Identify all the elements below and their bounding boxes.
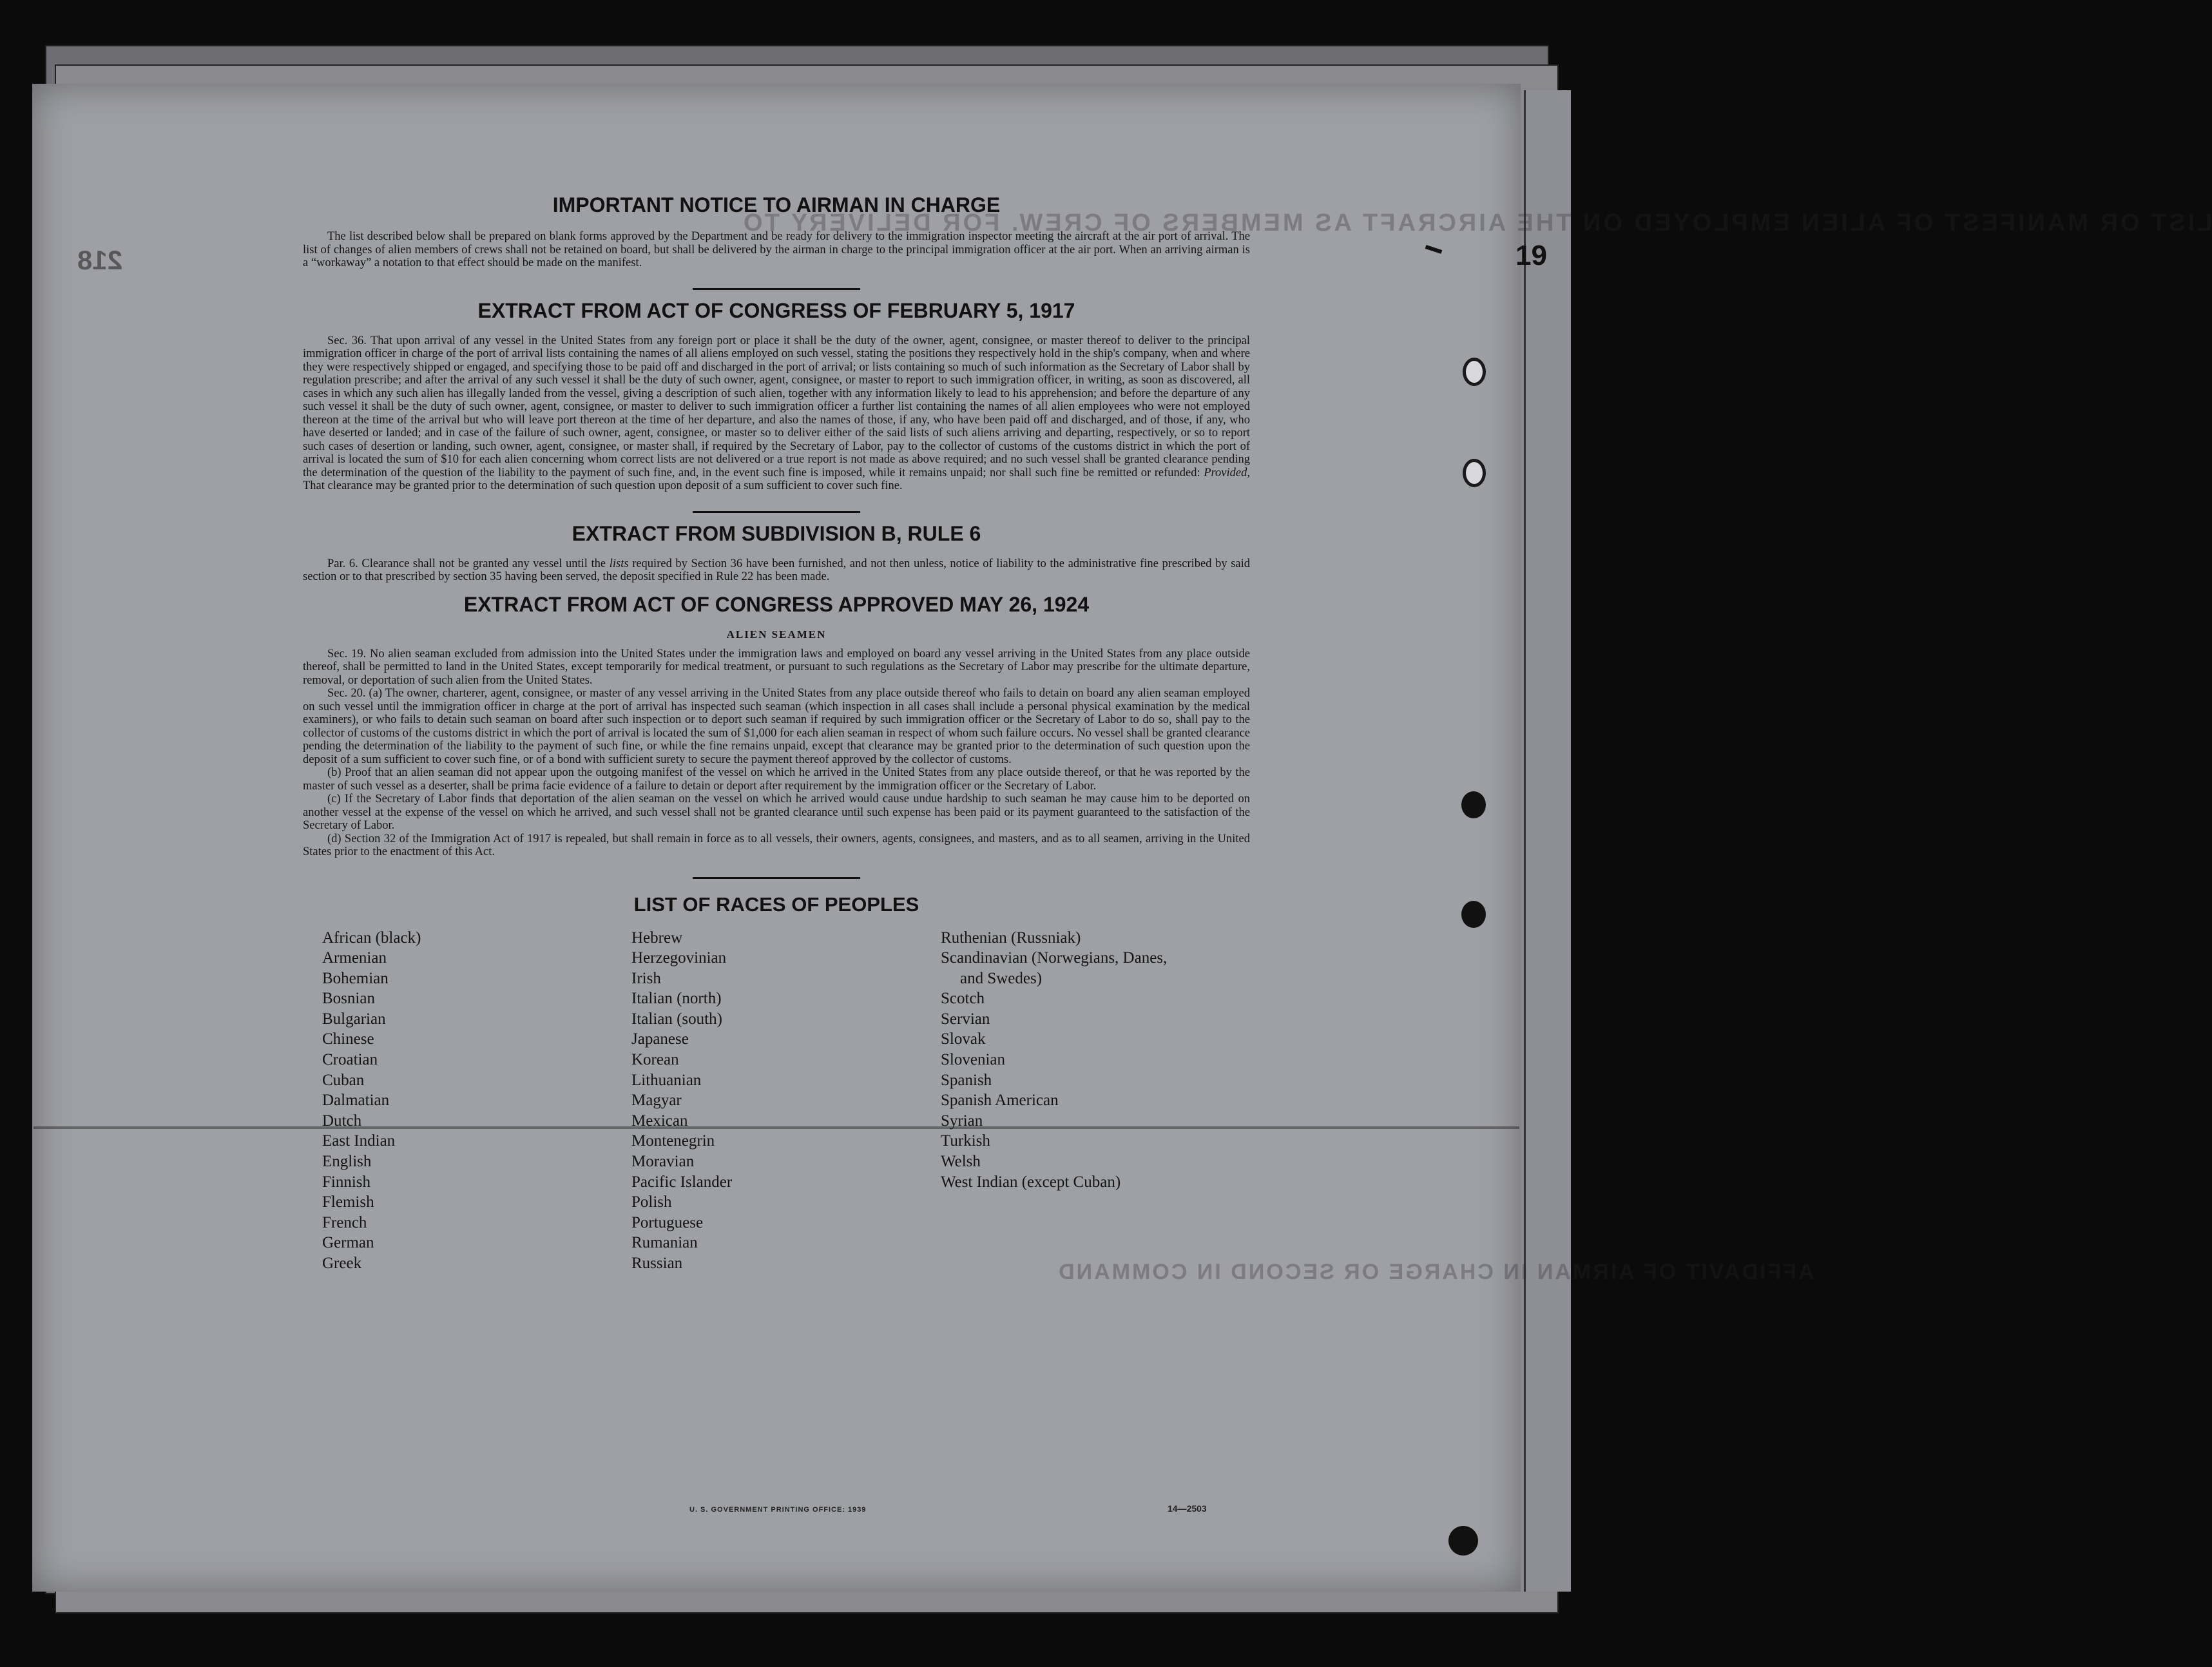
sec-36-body: That upon arrival of any vessel in the United States from any foreign port or place it shall be the duty of the owner, agent, consignee, or master thereof to deliver to the principal immigration officer in charge of the port of arrival lists containing the names of all aliens employed on such vessel, stating the positions they respectively hold in the ship's company, when and where they were respectively shipped or engaged, and specifying those to be paid off and discharged in the port of arrival; or lists containing so much of such information as the Secretary of Labor shall by regulation prescribe; and after the arrival of any such vessel it shall be the duty of such owner, agent, consignee, or master to report to such immigration officer, in writing, as soon as discovered, all cases in which any such alien has illegally landed from the vessel, giving a description of such alien, together with any information likely to lead to his apprehension; and before the departure of any such vessel it shall be the duty of such owner, agent, consignee, or master to deliver to such immigration officer a further list containing the names of all alien employees who were not employed thereon at the time of the arrival but who will leave port thereon at the time of her departure, and also the names of those, if any, who have been paid off and discharged, and of those, if any, who have deserted or landed; and in case of the failure of such owner, agent, consignee, or master so to deliver either of the said lists of such aliens arriving and departing, respectively, or so to report such cases of desertion or landing, such owner, agent, consignee, or master shall, if required by the Secretary of Labor, pay to the collector of customs of the customs district in which the port of arrival is located the sum of $10 for each alien concerning whom correct lists are not delivered or a true report is not made as above required; and no such vessel shall be granted clearance pending the determination of the question of the liability to the payment of such fine, and, in the event such fine is imposed, while it remains unpaid; nor shall such fine be remitted or refunded: <box>303 334 1250 479</box>
divider <box>693 877 860 879</box>
printer-imprint: U. S. GOVERNMENT PRINTING OFFICE: 1939 <box>689 1506 867 1514</box>
race-item: English <box>322 1153 372 1171</box>
race-item: Bulgarian <box>322 1010 386 1028</box>
race-item: Lithuanian <box>631 1071 702 1089</box>
sec-20a-text <box>303 687 1250 766</box>
race-item: French <box>322 1213 367 1231</box>
act-1917-title: EXTRACT FROM ACT OF CONGRESS OF FEBRUARY 5, 1917 <box>477 298 1075 322</box>
races-list <box>303 928 1250 1272</box>
race-item: Scotch <box>941 990 985 1008</box>
race-item: African (black) <box>322 929 421 947</box>
races-column-3 <box>941 928 1167 1193</box>
race-item: Japanese <box>631 1030 689 1048</box>
race-item: Slovenian <box>941 1051 1005 1069</box>
race-item: Spanish <box>941 1071 992 1089</box>
race-item: Bosnian <box>322 990 375 1008</box>
race-item: Pacific Islander <box>631 1173 733 1191</box>
underlying-sheet-edge <box>1524 90 1571 1592</box>
sec-20d-text: (d) Section 32 of the Immigration Act of 1917 is repealed, but shall remain in force as to all vessels, their owners, agents, consignees, and masters, and as to all seamen, arriving in the United States prior to the enactment of this Act. <box>303 832 1250 858</box>
punch-hole <box>1463 358 1486 386</box>
sec-36-label: Sec. 36. <box>327 334 367 347</box>
margin-number-left: 218 <box>77 245 123 275</box>
act-1924-title: EXTRACT FROM ACT OF CONGRESS APPROVED MAY 26, 1924 <box>463 592 1090 616</box>
bleed-through-header: LIST OR MANIFEST OF ALIEN EMPLOYED ON THE AIRCRAFT AS MEMBERS OF CREW. FOR DELIVERY TO <box>741 209 2212 236</box>
race-item: Russian <box>631 1255 683 1272</box>
race-item: Herzegovinian <box>631 949 727 967</box>
race-item: Welsh <box>941 1153 981 1171</box>
race-item: Hebrew <box>631 929 683 947</box>
sec-19-text <box>303 648 1250 688</box>
lists-word: lists <box>609 557 629 570</box>
alien-seamen-subtitle: ALIEN SEAMEN <box>726 628 827 641</box>
sec-20b-text: (b) Proof that an alien seaman did not appear upon the outgoing manifest of the vessel on which he arrived in the United States from any place outside thereof, or that he was reported by the master of such vessel as a deserter, shall be prima facie evidence of a failure to detain or deport after requirement by the immigration officer or the Secretary of Labor. <box>303 766 1250 793</box>
par-6-text-a: Par. 6. Clearance shall not be granted any vessel until the <box>327 557 606 570</box>
race-item: Mexican <box>631 1112 688 1130</box>
race-item: Finnish <box>322 1173 371 1191</box>
race-item: Dutch <box>322 1112 362 1130</box>
sec-36-text <box>303 334 1250 493</box>
form-number: 14—2503 <box>1168 1503 1207 1514</box>
notice-title: IMPORTANT NOTICE TO AIRMAN IN CHARGE <box>552 193 1001 217</box>
sec-19-body: No alien seaman excluded from admission into the United States under the immigration laws and employed on board any vessel arriving in the United States from any place outside thereof, shall be permitted to land in the United States, except temporarily for medical treatment, or pursuant to such regulations as the Secretary of Labor may prescribe for the ultimate departure, removal, or deportation of such alien from the United States. <box>303 647 1251 687</box>
par-6-text-b: required by Section 36 have been furnished, and not then unless, notice of liability to the administrative fine prescribed by said section or to that prescribed by section 35 having been served, the deposit specified in Rule 22 has been made. <box>303 557 1251 583</box>
sec-20c-text: (c) If the Secretary of Labor finds that deportation of the alien seaman on the vessel on which he arrived would cause undue hardship to such seaman he may cause him to be deported on another vessel at the expense of the vessel on which he arrived, and such vessel shall not be granted clearance until such expense has been paid or its payment guaranteed to the satisfaction of the Secretary of Labor. <box>303 793 1250 832</box>
race-item: Italian (north) <box>631 990 722 1008</box>
race-item: Syrian <box>941 1112 983 1130</box>
race-item: Rumanian <box>631 1234 698 1252</box>
race-item: Montenegrin <box>631 1132 715 1150</box>
race-item: Polish <box>631 1193 672 1211</box>
race-item: Magyar <box>631 1092 682 1110</box>
races-column-1 <box>322 928 421 1274</box>
margin-number-right: 19 <box>1515 240 1547 271</box>
proviso-text: That clearance may be granted prior to the determination of such question upon deposit of a sum sufficient to cover such fine. <box>303 479 903 492</box>
race-item: Portuguese <box>631 1213 704 1231</box>
race-item: Moravian <box>631 1153 695 1171</box>
race-item: Bohemian <box>322 969 389 987</box>
race-item: Irish <box>631 969 661 987</box>
race-item: Dalmatian <box>322 1092 390 1110</box>
race-item: Turkish <box>941 1132 990 1150</box>
race-item: Slovak <box>941 1030 986 1048</box>
race-item-continuation: and Swedes) <box>960 969 1043 987</box>
race-item: Greek <box>322 1255 362 1272</box>
rule-6-title: EXTRACT FROM SUBDIVISION B, RULE 6 <box>572 521 981 545</box>
sec-20-label: Sec. 20. <box>327 687 366 700</box>
bleed-through-affidavit: AFFIDAVIT OF AIRMAN IN CHARGE OR SECOND IN COMMAND <box>1057 1260 1814 1284</box>
race-item: Italian (south) <box>631 1010 722 1028</box>
divider <box>693 511 860 513</box>
races-title: LIST OF RACES OF PEOPLES <box>633 892 919 916</box>
punch-hole <box>1461 791 1486 818</box>
race-item: Chinese <box>322 1030 374 1048</box>
par-6-text <box>303 557 1250 584</box>
race-item: Cuban <box>322 1071 365 1089</box>
race-item: German <box>322 1234 374 1252</box>
proviso-label: Provided, <box>1204 466 1250 479</box>
punch-hole <box>1448 1526 1478 1556</box>
sec-20a-body: (a) The owner, charterer, agent, consignee, or master of any vessel arriving in the United States from any place outside thereof who fails to detain on board any alien seaman employed on such vessel until the immigration officer in charge at the port of arrival has inspected such seaman (which inspection in all cases shall include a personal physical examination by the medical examiners), or who fails to detain such seaman on board after such inspection or to deport such seaman if required by such immigration officer or the Secretary of Labor to do so, shall pay to the collector of customs of the customs district in which the port of arrival is located the sum of $1,000 for each alien seaman in respect of whom such failure occurs. No vessel shall be granted clearance pending the determination of the liability to the payment of such fine, or while the fine remains unpaid, except that clearance may be granted prior to the determination of such question upon the deposit of a sum sufficient to cover such fine, or of a bond with sufficient surety to secure the payment thereof approved by the collector of customs. <box>303 687 1250 766</box>
race-item: Armenian <box>322 949 387 967</box>
sec-19-label: Sec. 19. <box>327 647 367 660</box>
punch-hole <box>1461 901 1486 928</box>
race-item: West Indian (except Cuban) <box>941 1173 1121 1191</box>
race-item: Croatian <box>322 1051 378 1069</box>
race-item: Korean <box>631 1051 679 1069</box>
race-item: Ruthenian (Russniak) <box>941 929 1081 947</box>
race-item: Servian <box>941 1010 990 1028</box>
race-item: Spanish American <box>941 1092 1059 1110</box>
punch-hole <box>1463 459 1486 487</box>
race-item: East Indian <box>322 1132 396 1150</box>
document-content <box>303 193 1251 1272</box>
races-column-2 <box>631 928 732 1274</box>
race-item: Scandinavian (Norwegians, Danes, <box>941 949 1168 967</box>
divider <box>693 288 860 290</box>
notice-text: The list described below shall be prepared on blank forms approved by the Department and be ready for delivery to the immigration inspector meeting the aircraft at the air port of arrival. The list of changes of alien members of crews shall not be retained on board, but shall be delivered by the airman in charge to the principal immigration officer at the air port. When an arriving airman is a “workaway” a notation to that effect should be made on the manifest. <box>303 230 1250 269</box>
race-item: Flemish <box>322 1193 374 1211</box>
